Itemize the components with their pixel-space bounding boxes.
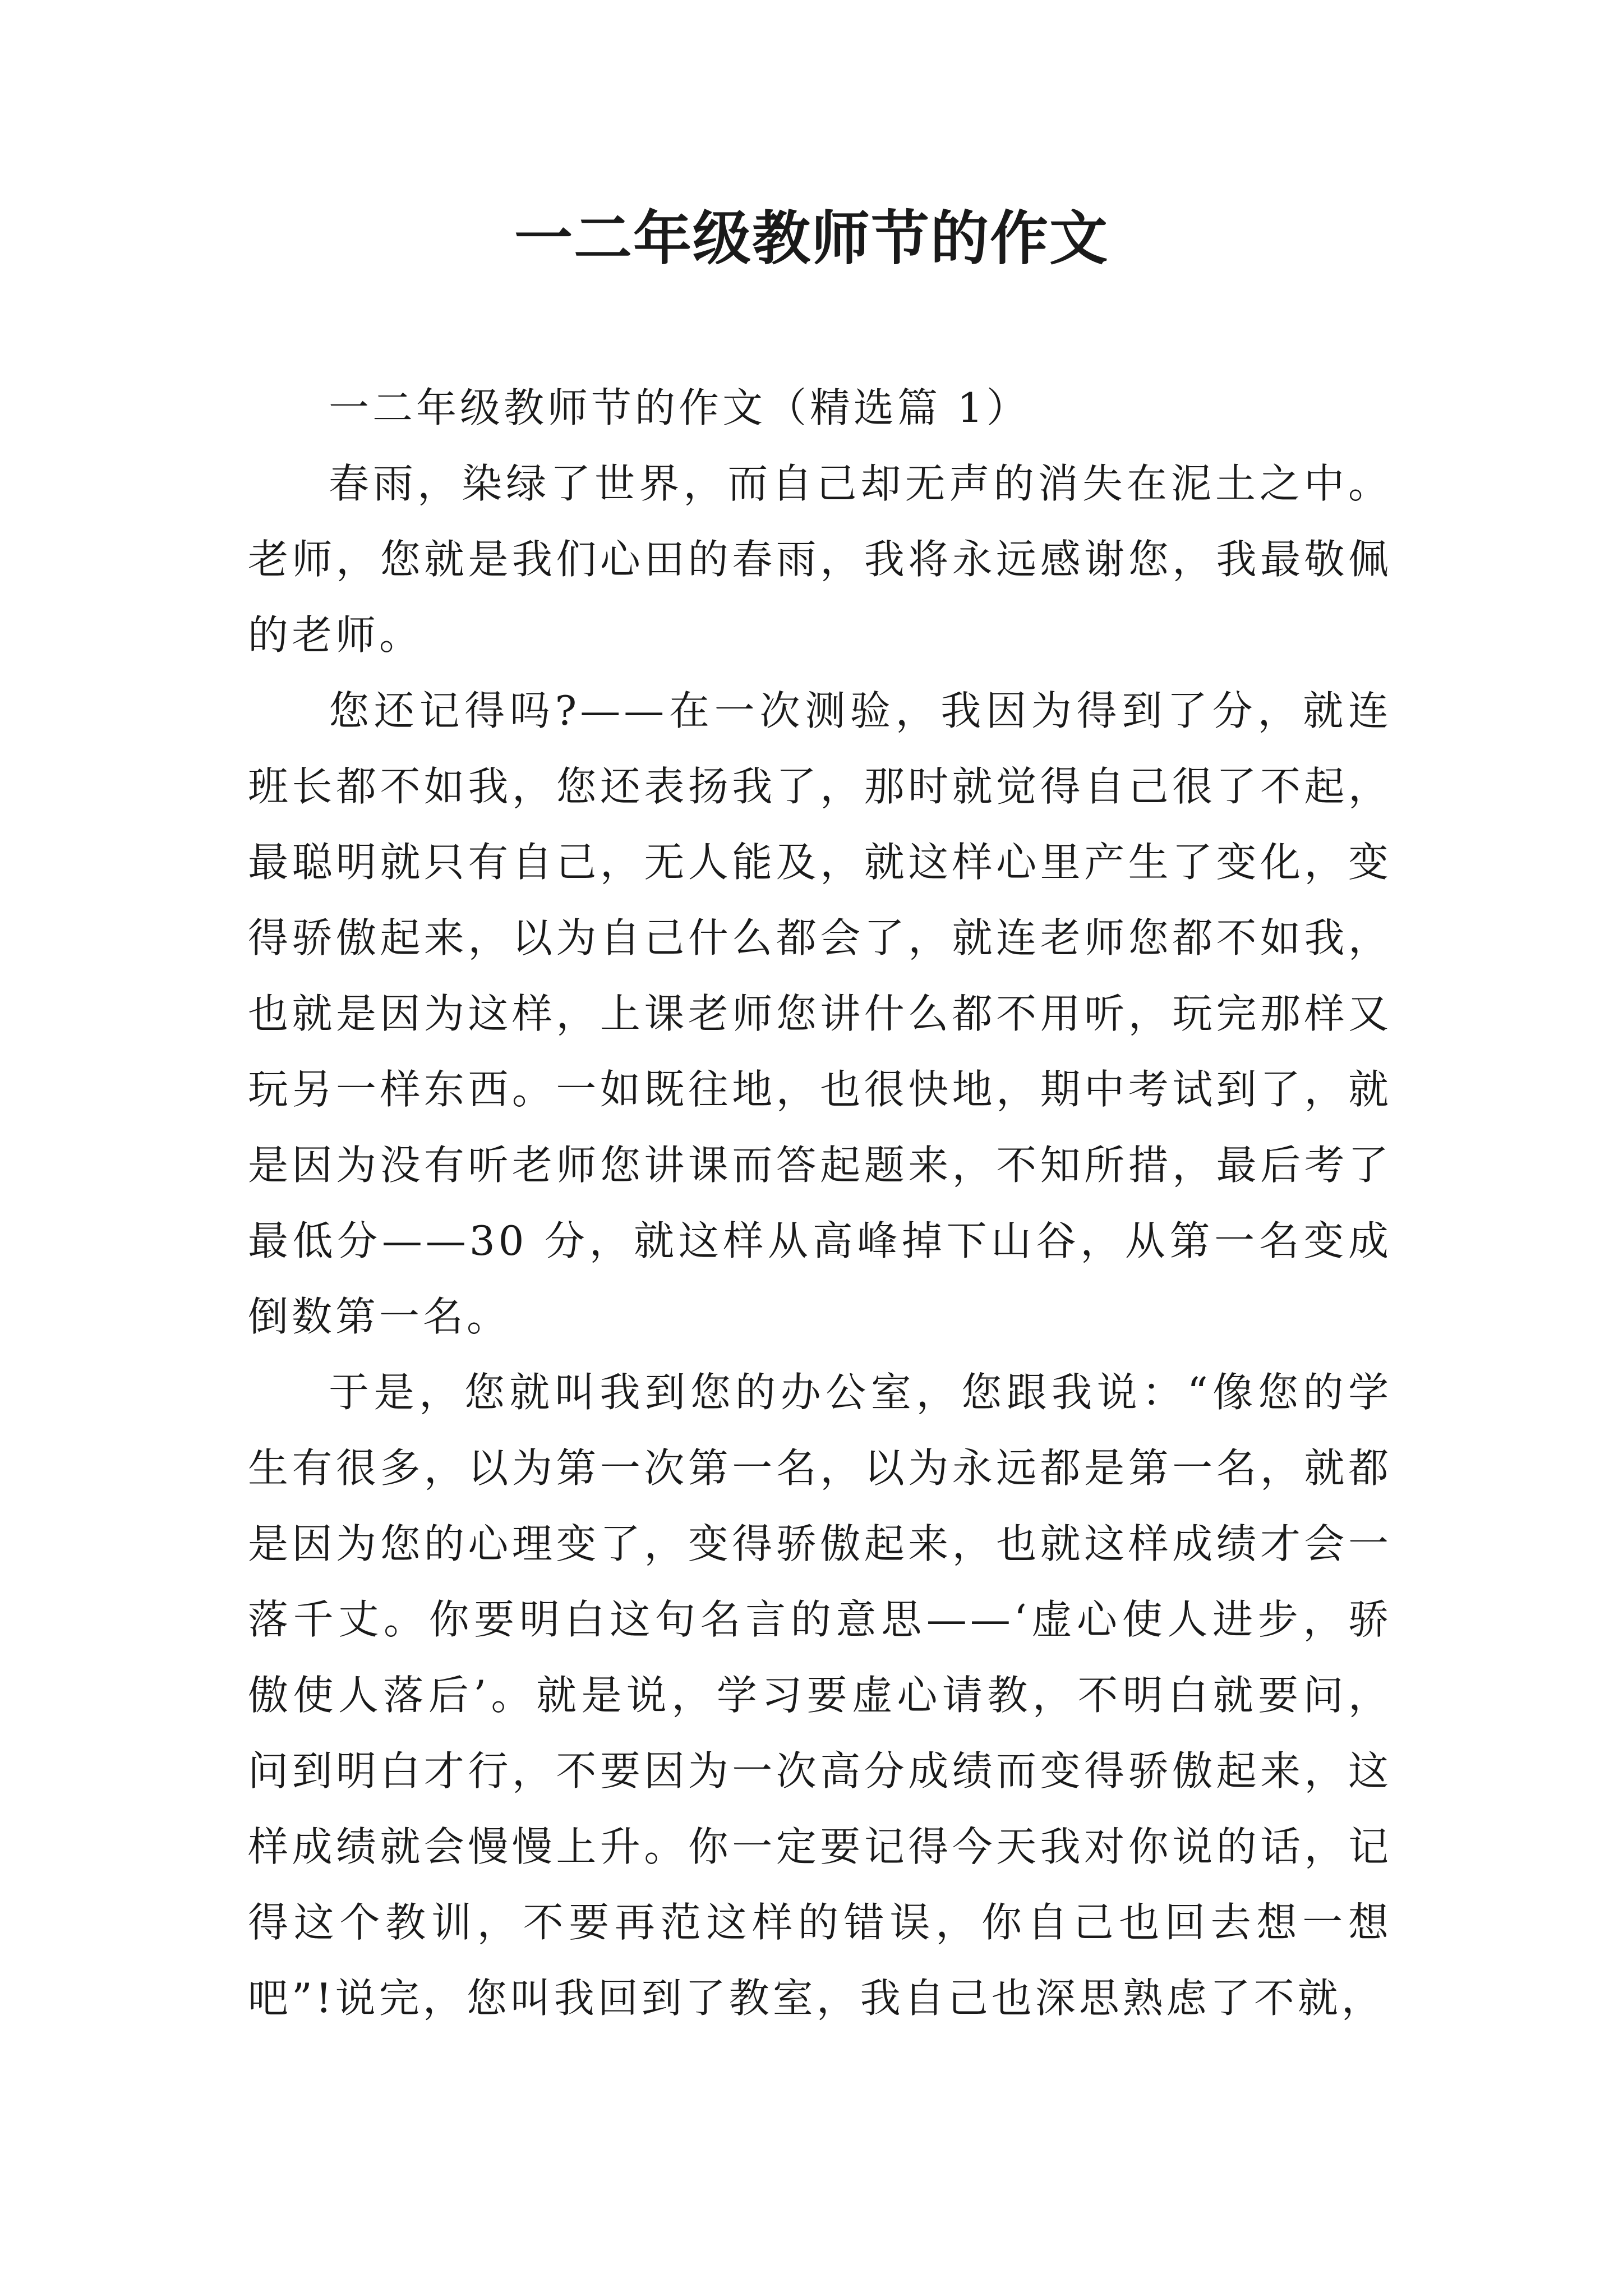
section-heading: 一二年级教师节的作文（精选篇 1） — [329, 384, 1030, 431]
document-body — [248, 370, 1392, 2036]
paragraph: 您还记得吗?——在一次测验，我因为得到了分，就连班长都不如我，您还表扬我了，那时就觉得自己很了不起，最聪明就只有自己，无人能及，就这样心里产生了变化，变得骄傲起来，以为自己什么都会了，就连老师您都不如我，也就是因为这样，上课老师您讲什么都不用听，玩完那样又玩另一样东西。一如既往地，也很快地，期中考试到了，就是因为没有听老师您讲课而答起题来，不知所措，最后考了最低分——30 分，就这样从高峰掉下山谷，从第一名变成倒数第一名。 — [248, 687, 1392, 1340]
paragraph: 于是，您就叫我到您的办公室，您跟我说：“像您的学生有很多，以为第一次第一名，以为永远都是第一名，就都是因为您的心理变了，变得骄傲起来，也就这样成绩才会一落千丈。你要明白这句名言的意思——‘虚心使人进步，骄傲使人落后’。就是说，学习要虚心请教，不明白就要问，问到明白才行，不要因为一次高分成绩而变得骄傲起来，这样成绩就会慢慢上升。你一定要记得今天我对你说的话，记得这个教训，不要再范这样的错误，你自己也回去想一想吧”!说完，您叫我回到了教室，我自己也深思熟虑了不就， — [248, 1369, 1392, 2022]
paragraph: 春雨，染绿了世界，而自己却无声的消失在泥土之中。老师，您就是我们心田的春雨，我将永远感谢您，我最敬佩的老师。 — [248, 460, 1392, 659]
document-title: 一二年级教师节的作文 — [514, 204, 1109, 273]
